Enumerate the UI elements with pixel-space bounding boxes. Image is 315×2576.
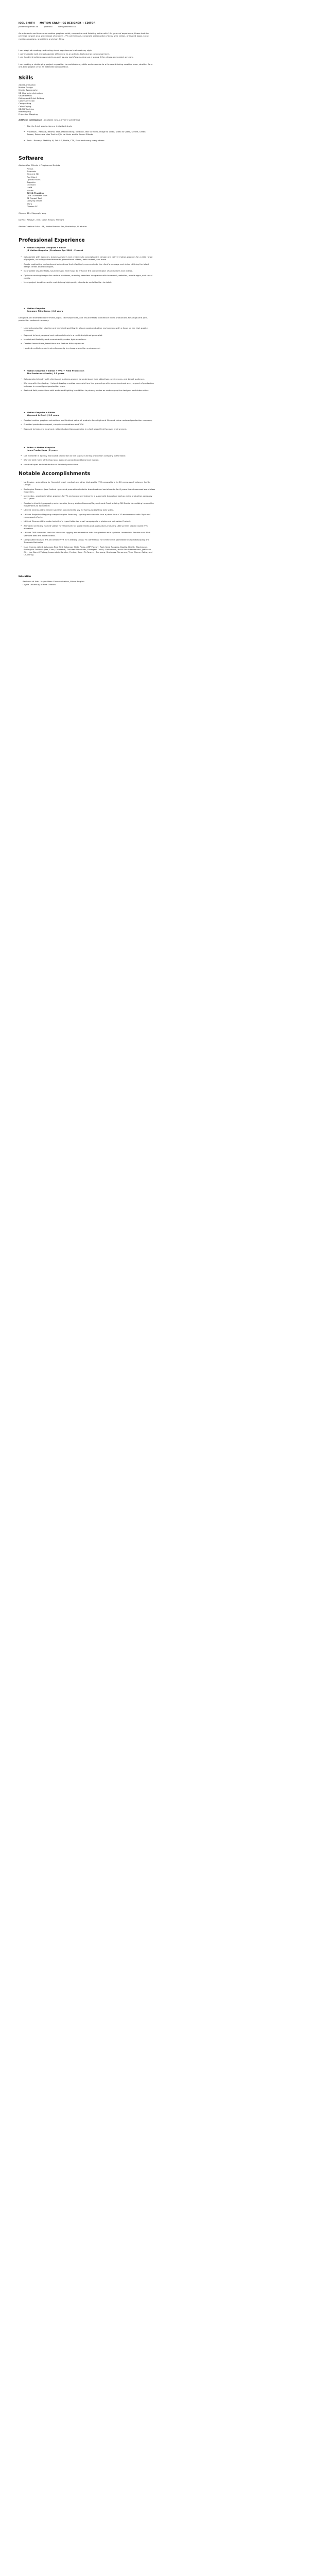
school: Loyola University of New Orleans — [23, 583, 56, 586]
bullet-dot: • — [24, 307, 25, 310]
list-item: Compositing — [19, 102, 31, 105]
list-item: • Handled tapes and distribution of finished productions. — [21, 463, 154, 466]
list-item: Color Keying — [19, 105, 31, 108]
list-item: Cinema FX — [27, 205, 38, 208]
list-item: AE Puppet Tool — [27, 197, 42, 200]
job-bullets — [21, 419, 154, 432]
list-item: 2D Character Animation — [19, 91, 43, 94]
reel-link[interactable]: portfolio — [44, 25, 52, 28]
software-heading: Software — [19, 156, 44, 161]
job-header — [24, 307, 63, 313]
list-item: Element 3D — [27, 173, 39, 176]
resume-header — [19, 22, 99, 25]
list-item: Warp — [27, 202, 32, 205]
adobe-line: Adobe Creative Suite - AE, Adobe Premier Pro, Photoshop, Illustrator — [19, 225, 87, 228]
job-bullets — [21, 378, 154, 393]
list-item: • Handled multiple projects simultaneously in a busy production environment. — [21, 347, 154, 349]
job-bullets — [21, 327, 154, 351]
list-item: • Working with the startup, I helped develop creative concepts from the ground up with a one-to-almost every aspect of production in-house in a small post-production team. — [21, 382, 154, 387]
summary-paragraph: I am adept at creating captivating visual experiences in almost any style. — [19, 49, 93, 52]
bullet-dot: • — [24, 369, 25, 372]
ai-label: Artificial Intelligence — [19, 118, 42, 121]
website-link[interactable]: www.joelsmith.co — [58, 25, 76, 28]
summary-paragraph: I communicate well and collaborate effectively as an artistic, technical or conceptual level. — [19, 53, 110, 55]
list-item: Trapcode — [27, 170, 36, 173]
skills-heading: Skills — [19, 75, 33, 81]
ai-line — [19, 118, 80, 121]
list-item: Motion Design — [19, 86, 33, 89]
list-item: Carrying Oliver — [27, 199, 42, 202]
list-item: Rotoscoping — [19, 110, 31, 113]
job-title: Motion Graphics Designer + Editor — [27, 246, 66, 249]
job-company: Waymark & Crest | 2.5 years — [27, 414, 59, 417]
bullet-dot: • — [24, 411, 25, 414]
job-company: Jones Productions | 2 years — [27, 449, 58, 452]
list-item: Kinetic Typography — [19, 89, 38, 92]
list-item: • Collaborated directly with clients and business owners to understand their objectives, preferences, and target audience. — [21, 378, 154, 380]
job-bullets — [21, 256, 154, 285]
list-item: Duik Character Tools — [27, 194, 48, 197]
job-title: Motion Graphics — [27, 307, 45, 310]
list-item: • Created lower thirds, transitions and feature title sequences. — [21, 342, 154, 345]
list-item: Optical Flares — [27, 178, 41, 181]
job-header — [24, 411, 59, 417]
list-item: Overlord — [27, 183, 36, 187]
list-item: • Incorporate visual effects, sound design, and music to enhance the overall impact of animations and videos. — [21, 269, 154, 272]
list-item: • Utilized Cinema 4D to render satellites connected to sky for Samsung Lighting web video. — [21, 509, 155, 511]
job-header — [24, 246, 83, 252]
name: JOEL SMITH — [19, 22, 35, 25]
list-item: • Utilized DVR character tools for character rigging and animation with foot planted walk cycle for Lowenstein Sandler and Walk Vermont web and social videos. — [21, 531, 155, 536]
list-item: • Main Homes, Allied, Arkansas Rice Bird, Arkansas State Parks, AMP Pipelay, Rock Seed Rangers, Baptist Health, Blackstone, Burlington Discover Jazz, Cano, Delorame, Duncken Dominoes, Emergent Order, Globalfoam, Hollis Ran International, Jefferson City, Lee Burrell Victory, Lowenstein Sandler, Pentax, Roam Tri-Forever, Samsung, Strategas, Tomorrow, Time Warner Cable, and USA Drug. — [21, 546, 155, 556]
list-item: Sapphire — [27, 181, 36, 184]
list-item: Color Correction — [19, 99, 35, 103]
job-title: Editor + Motion Graphics — [27, 446, 55, 449]
list-item: • Created motion graphics animations and finished editorial products for a high-end film and video centered production company. — [21, 419, 154, 421]
list-item: • Assisted field productions with audio and lighting in addition to primary duties as motion graphics designer and video editor. — [21, 389, 154, 392]
job-company: JS Motion Graphics | Freelance Apr 2009 - Present — [27, 249, 83, 252]
list-item: • Optimize moving images for various platforms, ensuring seamless integration with broadcast, websites, mobile apps, and social media. — [21, 274, 154, 279]
bullet-dot: • — [24, 446, 25, 449]
list-item: • Tools - Runway, Stability AI, DALL-E, Pikkle, CTS, Envo and many many others — [24, 139, 152, 142]
job-header — [24, 369, 84, 375]
job-title: Motion Graphics + Editor + VFX + Field Production — [27, 369, 84, 372]
list-item: Editing and Finish Editing — [19, 97, 44, 100]
list-item: • Meet project deadlines while maintaining high-quality standards and attention to detail. — [21, 281, 154, 283]
list-item: 2D/3D Animation — [19, 83, 36, 86]
list-item: Lucid — [27, 186, 32, 189]
list-item: • Utilized Projection Mapping compositing for Samsung Lighting web video to turn a photo into a 3D environment with "light on" rotoscoped effects. — [21, 513, 155, 518]
ai-note: - Available now, 24/7 (try something) — [42, 118, 80, 121]
skills-list — [19, 83, 44, 115]
job-company: Company Film Group | 2.5 years — [27, 310, 63, 313]
ae-intro: Adobe After Effects + Plugins and Scripts — [19, 164, 60, 166]
contact-line — [19, 25, 81, 28]
list-item: • Learned production pipeline and technical workflow in a team post-production environment with a focus on the high quality standards. — [21, 327, 154, 332]
c4d-line: Cinema 4D - Mograph, Vray — [19, 212, 46, 214]
list-item: • Collaborate with agencies, business owners and creatives to conceptualize, design and deliver motion graphics for a wide range of projects, including advertisements, promotional videos, web content, and more. — [21, 256, 154, 261]
list-item: • Composited realistic fire and smoke VFX for a literary Drugs TV commercial for O'Brien Film Worldwide using rotoscoping and Trapcode Particular. — [21, 538, 155, 544]
list-item: Red Giant — [27, 175, 37, 178]
list-item: Projection Mapping — [19, 113, 38, 116]
job-title: MOTION GRAPHICS DESIGNER + EDITOR — [40, 22, 96, 25]
list-item: Plexus — [27, 167, 33, 170]
list-item: • Create captivating and on-brand animations that effectively communicate the client's message and vision utilizing the latest design trends and techniques. — [21, 263, 154, 268]
accomplishments-heading: Notable Accomplishments — [19, 471, 91, 477]
list-item: • Exposed to local, regional and national clients in a multi-disciplined generalist. — [21, 334, 154, 336]
accomplishments-list — [21, 481, 155, 558]
list-item: • Utilized Cinema 4D to make hot off of a typed letter for email campaign to a photo-real animation Product. — [21, 520, 155, 522]
job-title: Motion Graphics + Editor — [27, 411, 55, 414]
list-item: • Processes - Rescale, Retime, Text-based Editing, Ideation, Text to Video, Image to Video, Video to Video, Stylize, Green Screen, Rotoscope plus Text to V/O, to Music and to Sound Effects — [24, 130, 152, 135]
list-item: AE 3D Tracking — [27, 191, 44, 194]
list-item: Visual Effects — [19, 94, 32, 97]
job-bullets — [21, 454, 154, 467]
list-item: 2D/3D Tracking — [19, 107, 34, 110]
job-header — [24, 446, 58, 452]
ai-bullets — [24, 125, 152, 143]
list-item: • Maintained flexibility and accountability under tight deadlines. — [21, 338, 154, 341]
list-item: • Start to finish productions or individual shots — [24, 125, 152, 127]
summary-paragraph: I am seeking a challenging project or position to contribute my skills and expertise to a forward-thinking creative team, whether for a one-time project or for an extended collaboration. — [19, 63, 153, 69]
education-heading: Education — [19, 575, 31, 578]
job-lead: Designed and animated lower thirds, logos, title sequences, and visual effects to enhance video productions for a high-end post-production centered company. — [19, 316, 148, 322]
email-link[interactable]: joelsmith@email.co — [19, 25, 39, 28]
list-item: • Created a kinetic typography web video for Jimmy via Los Ranoma/Waymark and Crest utilizing 3D Studio Max adding human like movements to each letter. — [21, 502, 155, 507]
list-item: Mocha — [27, 189, 33, 192]
list-item: • Burlington Discover Jazz Festival - provided promotional ads for broadcast and social media for 8 years that showcased world class musicians. — [21, 488, 155, 493]
list-item: • Ipermedia - provided motion graphics for TV and corporate videos for a successful Australian startup video production company for 7 years. — [21, 495, 155, 500]
list-item: • Cut my teeth in agency front-back production at the largest running production company in the state. — [21, 454, 154, 457]
bullet-dot: • — [24, 246, 25, 249]
list-item: • Provided production support, complete animations and VFX. — [21, 423, 154, 426]
job-company: The Producer's Studio | 1.5 years — [27, 372, 64, 375]
summary-paragraph: I can handle simultaneous projects as well as any workflow making use a strong fit for almost any project or team. — [19, 56, 134, 58]
resolve-line: DaVinci Resolve - Edit, Color, Fusion, Fairlight — [19, 218, 64, 221]
list-item: • Worked with many of the top local agencies providing editorial and motion. — [21, 459, 154, 461]
ae-plugin-list — [27, 167, 47, 208]
list-item: • Exposed to high-end local and national advertising agencies in a fast paced field focused environment. — [21, 428, 154, 430]
experience-heading: Professional Experience — [19, 238, 85, 243]
list-item: • Up Design - animations for financial, legal, medical and other high-profile NYC corporations for 12 years as a freelancer for Up Design. — [21, 481, 155, 486]
degree: Bachelor of Arts - Major: Mass Communication, Minor: English — [23, 580, 84, 583]
list-item: • Animated vertically framed videos for Trademark for social media and applications including LED screens placed inside NYC elevators. — [21, 524, 155, 530]
summary-paragraph: As a dynamic and innovative motion graphics artist, compositor and finishing editor with 10+ years of experience, I have had the privilege to work on a wide range of projects - TV commercials, corporate presentation videos, web videos, animated logos, social media campaigns, short films and short films. — [19, 32, 149, 40]
